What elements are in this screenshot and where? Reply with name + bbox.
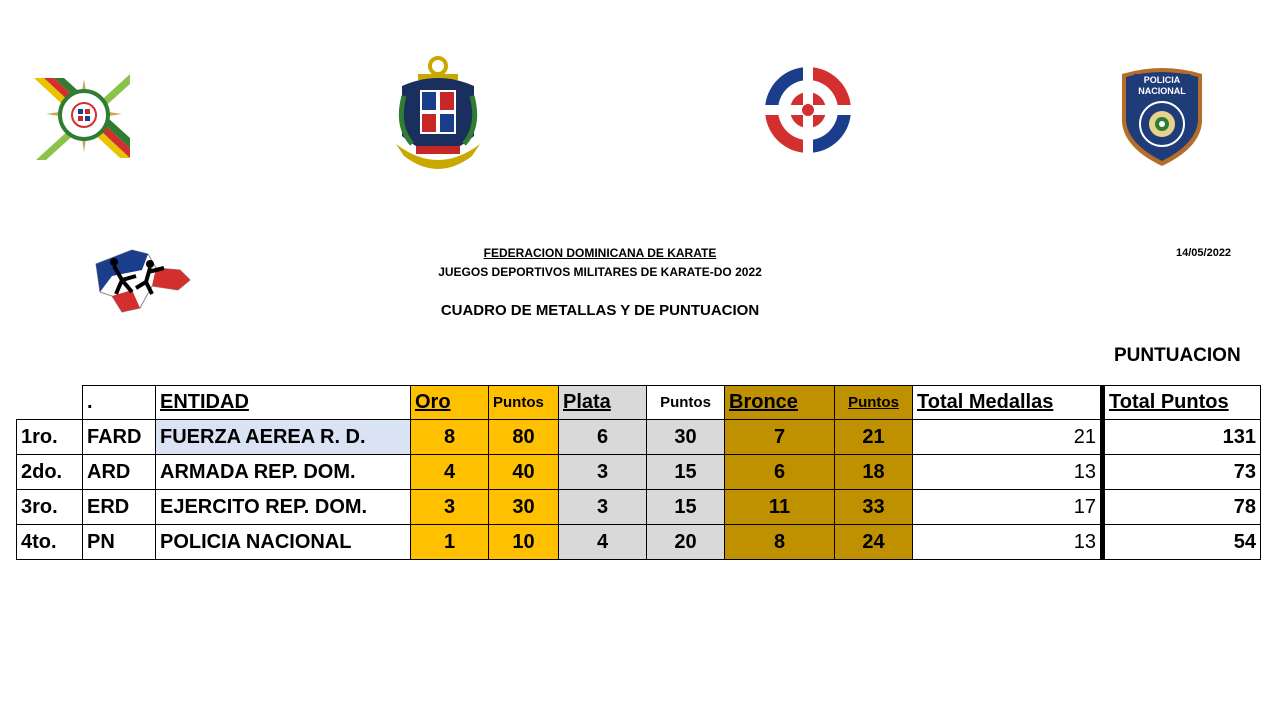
puntos-bronce-cell: 33 <box>835 490 913 525</box>
puntos-oro-cell: 80 <box>489 420 559 455</box>
plata-cell: 4 <box>559 525 647 560</box>
rank-cell: 2do. <box>17 455 83 490</box>
header-entidad: ENTIDAD <box>156 386 411 420</box>
medal-table <box>16 385 1261 560</box>
puntos-plata-cell: 20 <box>647 525 725 560</box>
oro-cell: 8 <box>411 420 489 455</box>
puntuacion-label: PUNTUACION <box>1114 345 1241 366</box>
policia-nacional-badge-icon <box>1118 66 1206 166</box>
fedokarate-logo-icon <box>92 246 210 316</box>
header-total-medallas: Total Medallas <box>913 386 1103 420</box>
oro-cell: 1 <box>411 525 489 560</box>
oro-cell: 3 <box>411 490 489 525</box>
bronce-cell: 6 <box>725 455 835 490</box>
rank-cell: 4to. <box>17 525 83 560</box>
bronce-cell: 7 <box>725 420 835 455</box>
total-medallas-cell: 21 <box>913 420 1103 455</box>
rank-cell: 1ro. <box>17 420 83 455</box>
header-plata: Plata <box>559 386 647 420</box>
total-medallas-cell: 13 <box>913 455 1103 490</box>
puntos-oro-cell: 40 <box>489 455 559 490</box>
table-row <box>17 455 1261 490</box>
header-oro: Oro <box>411 386 489 420</box>
event-name: JUEGOS DEPORTIVOS MILITARES DE KARATE-DO 2022 <box>438 265 762 279</box>
header-blank <box>17 386 83 420</box>
puntos-plata-cell: 30 <box>647 420 725 455</box>
puntos-bronce-cell: 24 <box>835 525 913 560</box>
svg-text:NACIONAL: NACIONAL <box>1138 86 1186 96</box>
total-medallas-cell: 17 <box>913 490 1103 525</box>
header-dot: . <box>83 386 156 420</box>
puntos-bronce-cell: 21 <box>835 420 913 455</box>
total-medallas-cell: 13 <box>913 525 1103 560</box>
entidad-cell: FUERZA AEREA R. D. <box>156 420 411 455</box>
code-cell: ARD <box>83 455 156 490</box>
header-total-puntos: Total Puntos <box>1103 386 1261 420</box>
fuerza-aerea-roundel-icon <box>764 66 852 154</box>
rank-cell: 3ro. <box>17 490 83 525</box>
puntos-plata-cell: 15 <box>647 455 725 490</box>
entidad-cell: EJERCITO REP. DOM. <box>156 490 411 525</box>
bronce-cell: 8 <box>725 525 835 560</box>
code-cell: ERD <box>83 490 156 525</box>
puntos-oro-cell: 10 <box>489 525 559 560</box>
table-row <box>17 490 1261 525</box>
total-puntos-cell: 131 <box>1103 420 1261 455</box>
entidad-cell: ARMADA REP. DOM. <box>156 455 411 490</box>
header-puntos-bronce: Puntos <box>835 386 913 420</box>
puntos-bronce-cell: 18 <box>835 455 913 490</box>
code-cell: FARD <box>83 420 156 455</box>
table-header-row <box>17 386 1261 420</box>
plata-cell: 3 <box>559 490 647 525</box>
total-puntos-cell: 73 <box>1103 455 1261 490</box>
report-date: 14/05/2022 <box>1176 247 1232 259</box>
puntos-plata-cell: 15 <box>647 490 725 525</box>
header-puntos-oro: Puntos <box>489 386 559 420</box>
armada-anchor-shield-icon <box>392 56 484 178</box>
header-puntos-plata: Puntos <box>647 386 725 420</box>
header-bronce: Bronce <box>725 386 835 420</box>
entidad-cell: POLICIA NACIONAL <box>156 525 411 560</box>
total-puntos-cell: 78 <box>1103 490 1261 525</box>
svg-text:POLICIA: POLICIA <box>1143 75 1181 85</box>
plata-cell: 3 <box>559 455 647 490</box>
total-puntos-cell: 54 <box>1103 525 1261 560</box>
bronce-cell: 11 <box>725 490 835 525</box>
oro-cell: 4 <box>411 455 489 490</box>
puntos-oro-cell: 30 <box>489 490 559 525</box>
federation-name: FEDERACION DOMINICANA DE KARATE <box>483 246 717 260</box>
plata-cell: 6 <box>559 420 647 455</box>
code-cell: PN <box>83 525 156 560</box>
ejercito-seal-icon <box>34 74 132 160</box>
page-title: CUADRO DE METALLAS Y DE PUNTUACION <box>440 302 760 319</box>
table-row <box>17 525 1261 560</box>
table-row <box>17 420 1261 455</box>
